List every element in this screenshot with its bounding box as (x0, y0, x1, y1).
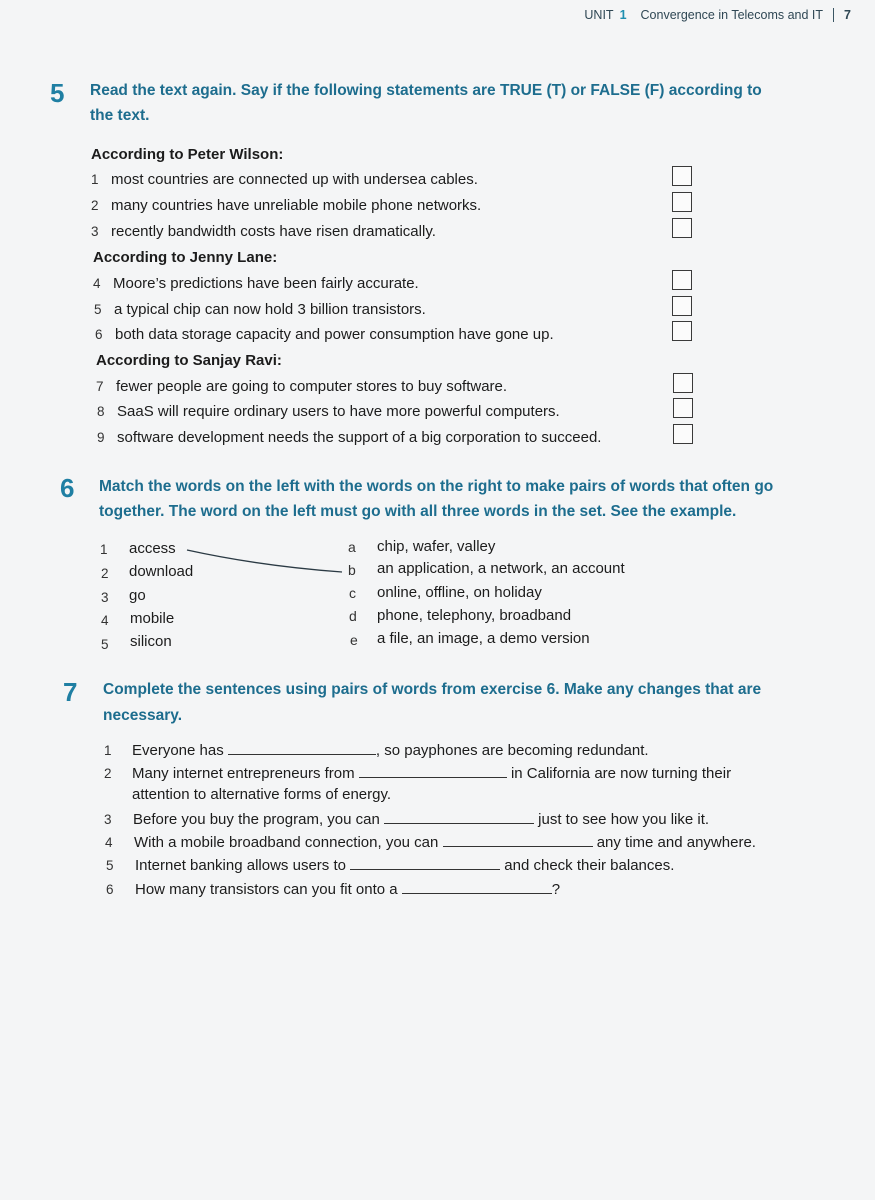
match-right-letter: d (349, 608, 357, 624)
statement-number: 7 (96, 379, 104, 394)
statement-text: most countries are connected up with undersea cables. (111, 171, 478, 188)
match-left-number: 1 (100, 542, 108, 557)
statement-text: SaaS will require ordinary users to have more powerful computers. (117, 403, 560, 420)
group-heading-jenny-lane: According to Jenny Lane: (93, 249, 278, 266)
answer-blank[interactable] (402, 879, 552, 894)
statement-text: fewer people are going to computer stores to buy software. (116, 378, 508, 395)
match-left-number: 4 (101, 613, 109, 628)
match-left-word: access (129, 540, 176, 557)
sentence-number: 1 (104, 743, 112, 758)
sentence-before: With a mobile broadband connection, you can (134, 834, 443, 851)
statement-number: 2 (91, 198, 99, 213)
statement-text: software development needs the support of a big corporation to succeed. (117, 429, 602, 446)
statement-number: 9 (97, 430, 105, 445)
sentence-row (106, 855, 674, 874)
sentence-before: Everyone has (132, 742, 228, 759)
statement-text: many countries have unreliable mobile phone networks. (111, 197, 482, 214)
exercise-7-instruction-line2: necessary. (103, 707, 182, 724)
group-heading-sanjay-ravi: According to Sanjay Ravi: (96, 352, 282, 369)
unit-number: 1 (619, 8, 627, 22)
match-left-number: 3 (101, 590, 109, 605)
statement-number: 6 (95, 327, 103, 342)
match-right-letter: e (350, 632, 358, 648)
match-left-number: 2 (101, 566, 109, 581)
statement-number: 4 (93, 276, 101, 291)
statement-text: recently bandwidth costs have risen dramatically. (111, 223, 436, 240)
exercise-5-number: 5 (50, 78, 65, 108)
exercise-6-number: 6 (60, 473, 75, 503)
answer-blank[interactable] (443, 832, 593, 847)
sentence-continuation: attention to alternative forms of energy. (132, 786, 392, 803)
statement-number: 3 (91, 224, 99, 239)
statement-text: a typical chip can now hold 3 billion transistors. (114, 301, 426, 318)
statement-number: 8 (97, 404, 105, 419)
answer-blank[interactable] (384, 809, 534, 824)
sentence-after: any time and anywhere. (592, 834, 756, 851)
answer-blank[interactable] (350, 855, 500, 870)
unit-title: Convergence in Telecoms and IT (640, 8, 824, 22)
sentence-row (105, 832, 756, 851)
match-right-text: an application, a network, an account (377, 560, 625, 577)
exercise-6-instruction-line2: together. The word on the left must go with all three words in the set. See the example. (99, 503, 737, 520)
statement-number: 1 (91, 172, 99, 187)
exercise-5-instruction-line1: Read the text again. Say if the following statements are TRUE (T) or FALSE (F) according to (90, 82, 762, 99)
match-left-word: mobile (130, 610, 175, 627)
sentence-before: Many internet entrepreneurs from (132, 765, 359, 782)
match-right-text: online, offline, on holiday (377, 584, 542, 601)
sentence-number: 6 (106, 882, 114, 897)
sentence-number: 4 (105, 835, 113, 850)
match-left-word: silicon (130, 633, 172, 650)
match-right-letter: c (349, 585, 356, 601)
sentence-after: and check their balances. (500, 857, 675, 874)
sentence-row (104, 740, 649, 759)
sentence-after: in California are now turning their (506, 765, 732, 782)
sentence-row (104, 809, 709, 828)
match-right-letter: a (348, 539, 356, 555)
statement-text: both data storage capacity and power consumption have gone up. (115, 326, 554, 343)
sentence-row (104, 763, 731, 782)
exercise-5-instruction-line2: the text. (90, 107, 150, 124)
answer-blank[interactable] (359, 763, 507, 778)
sentence-before: How many transistors can you fit onto a (135, 881, 402, 898)
answer-blank[interactable] (228, 740, 376, 755)
match-left-number: 5 (101, 637, 109, 652)
sentence-before: Before you buy the program, you can (133, 811, 384, 828)
sentence-after: just to see how you like it. (533, 811, 710, 828)
sentence-after: ? (551, 881, 561, 898)
sentence-number: 3 (104, 812, 112, 827)
statement-number: 5 (94, 302, 102, 317)
match-right-text: a file, an image, a demo version (377, 630, 590, 647)
match-left-word: go (129, 587, 146, 604)
sentence-row (106, 879, 560, 898)
sentence-number: 2 (104, 766, 112, 781)
exercise-7-instruction-line1: Complete the sentences using pairs of words from exercise 6. Make any changes that are (103, 681, 762, 698)
sentence-after: , so payphones are becoming redundant. (375, 742, 649, 759)
page-number: 7 (844, 8, 851, 22)
statement-text: Moore’s predictions have been fairly accurate. (113, 275, 419, 292)
match-right-text: phone, telephony, broadband (377, 607, 572, 624)
match-right-letter: b (348, 562, 356, 578)
match-right-text: chip, wafer, valley (377, 538, 496, 555)
sentence-before: Internet banking allows users to (135, 857, 351, 874)
exercise-6-instruction-line1: Match the words on the left with the words on the right to make pairs of words that often go (99, 478, 774, 495)
match-left-word: download (129, 563, 194, 580)
exercise-7-number: 7 (63, 677, 78, 707)
unit-label: UNIT (584, 8, 614, 22)
sentence-number: 5 (106, 858, 114, 873)
group-heading-peter-wilson: According to Peter Wilson: (91, 146, 284, 163)
